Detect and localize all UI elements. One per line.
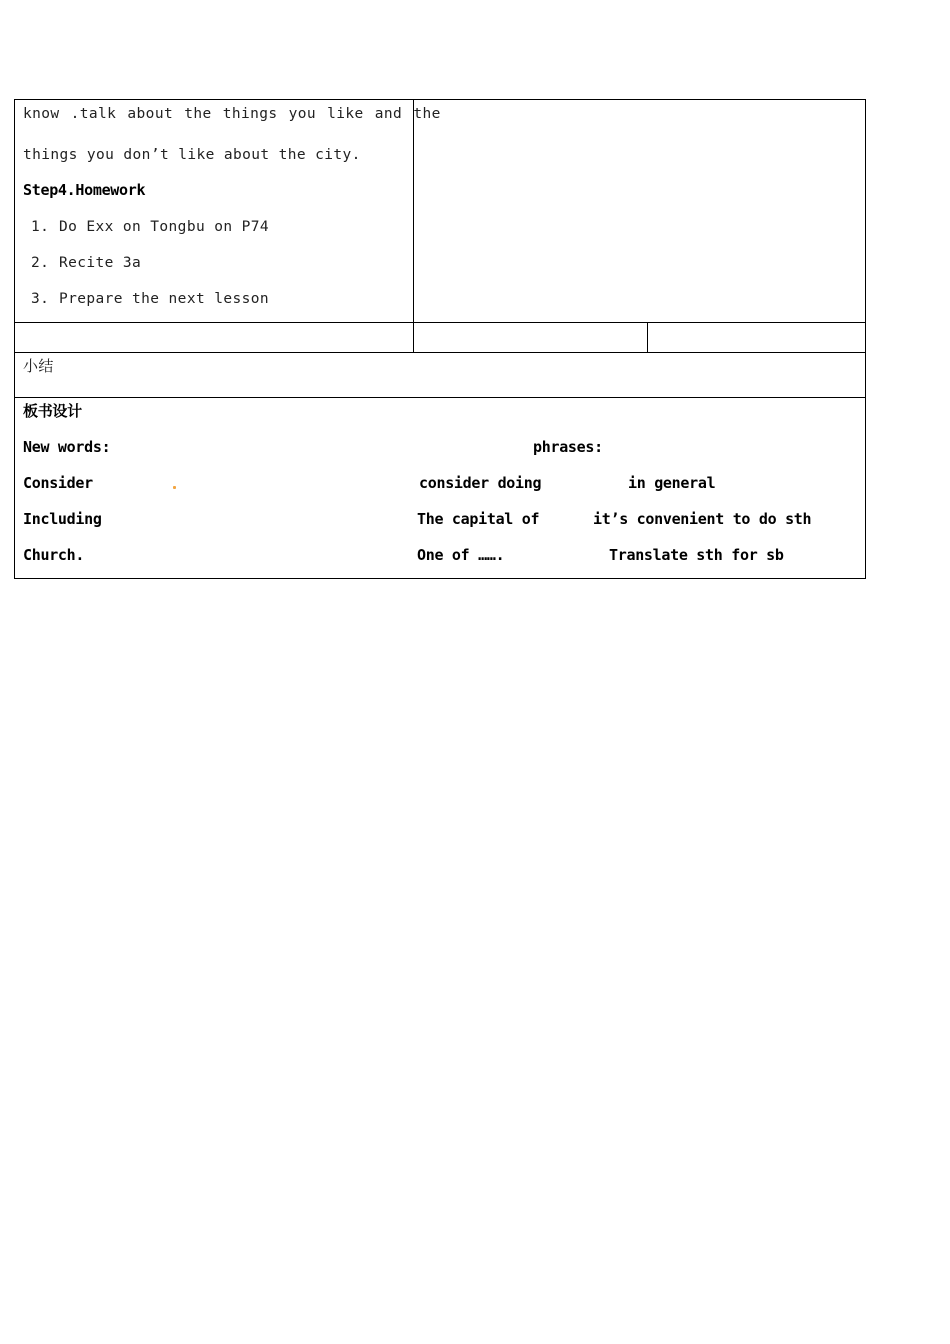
step-title: Step4.Homework — [23, 181, 146, 199]
table-divider-main — [413, 99, 414, 353]
homework-item-3: Prepare the next lesson — [59, 291, 269, 307]
phrase-1b: in general — [628, 474, 716, 492]
phrase-2a: The capital of — [417, 510, 540, 528]
lesson-table — [14, 99, 866, 579]
phrase-2b: it’s convenient to do sth — [593, 510, 812, 528]
word-2: Including — [23, 510, 102, 528]
top-cell-line-1: know .talk about the things you like and the — [23, 106, 441, 122]
word-3: Church. — [23, 546, 85, 564]
homework-num-3: 3. — [31, 291, 50, 307]
phrase-3a: One of ……. — [417, 546, 505, 564]
homework-item-1: Do Exx on Tongbu on P74 — [59, 219, 269, 235]
phrases-label: phrases: — [533, 438, 603, 456]
board-title: 板书设计 — [23, 402, 82, 420]
table-row-divider-1 — [14, 322, 866, 323]
table-row-divider-3 — [14, 397, 866, 398]
homework-num-1: 1. — [31, 219, 50, 235]
top-cell-line-2: things you don’t like about the city. — [23, 147, 361, 163]
table-divider-small — [647, 323, 648, 353]
summary-label: 小结 — [23, 357, 54, 375]
phrase-1a: consider doing — [419, 474, 542, 492]
table-row-divider-2 — [14, 352, 866, 353]
new-words-label: New words: — [23, 438, 111, 456]
accent-dot — [173, 486, 176, 489]
phrase-3b: Translate sth for sb — [609, 546, 784, 564]
homework-item-2: Recite 3a — [59, 255, 142, 271]
homework-num-2: 2. — [31, 255, 50, 271]
word-1: Consider — [23, 474, 93, 492]
